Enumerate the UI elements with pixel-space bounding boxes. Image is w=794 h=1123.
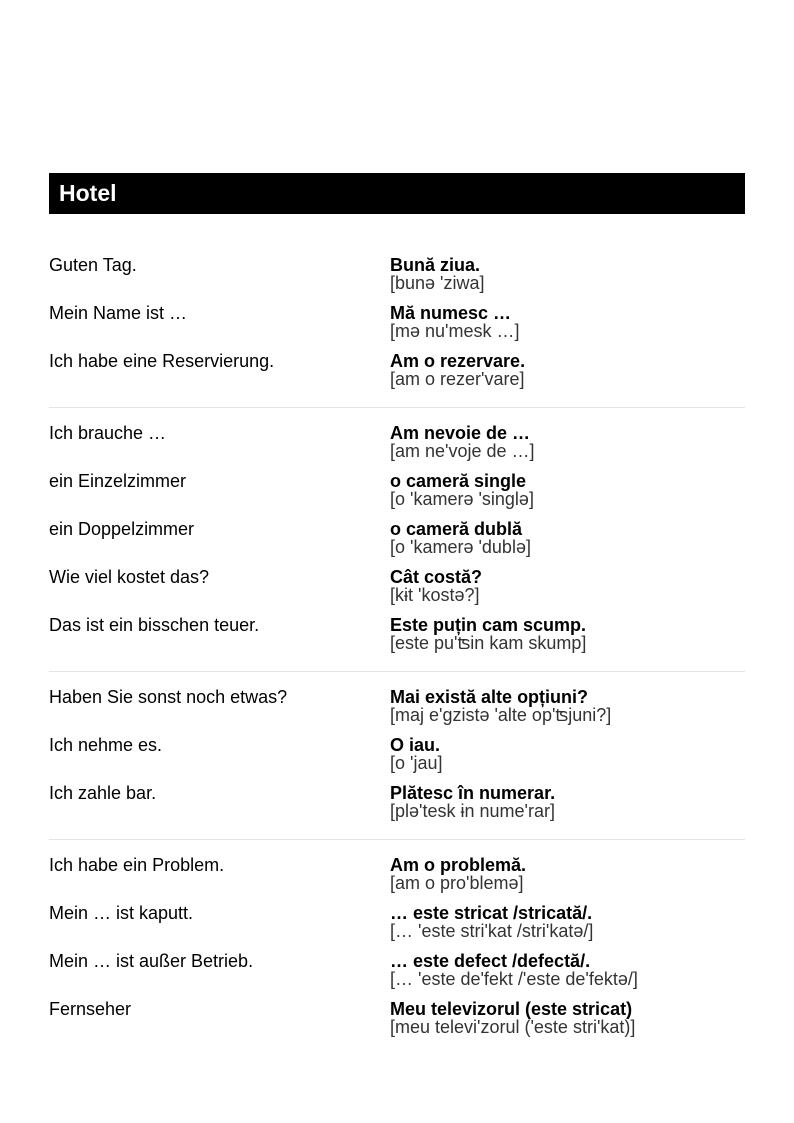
pronunciation: [este pu'ʦin kam skump] [390,633,587,653]
german-phrase: Ich brauche … [49,423,167,443]
phrase-group-greeting [49,255,745,399]
phrase-entry [49,519,745,567]
pronunciation: [plə'tesk ɨn nume'rar] [390,801,555,821]
romanian-phrase: Mă numesc … [390,303,512,323]
romanian-phrase: Meu televizorul (este stricat) [390,999,633,1019]
phrase-entry [49,855,745,903]
phrase-entry [49,567,745,615]
section-divider [49,407,745,408]
german-phrase: Guten Tag. [49,255,137,275]
romanian-phrase: Este puțin cam scump. [390,615,587,635]
section-divider [49,671,745,672]
pronunciation: [… 'este de'fekt /'este de'fektə/] [390,969,638,989]
romanian-phrase: Am o problemă. [390,855,527,875]
german-phrase: Mein Name ist … [49,303,188,323]
pronunciation: [am o pro'blemə] [390,873,524,893]
romanian-phrase: Cât costă? [390,567,483,587]
phrase-entry [49,951,745,999]
phrase-entry [49,423,745,471]
phrase-entry [49,351,745,399]
romanian-phrase: Am o rezervare. [390,351,526,371]
romanian-phrase: Am nevoie de … [390,423,531,443]
phrase-entry [49,999,745,1047]
pronunciation: [o 'kamerə 'singlə] [390,489,534,509]
romanian-phrase: Mai există alte opțiuni? [390,687,589,707]
romanian-phrase: Plătesc în numerar. [390,783,556,803]
pronunciation: [meu televi'zorul ('este stri'kat)] [390,1017,636,1037]
phrase-entry [49,471,745,519]
phrase-entry [49,903,745,951]
phrase-entry [49,615,745,663]
pronunciation: [kɨt 'kostə?] [390,585,480,605]
german-phrase: Haben Sie sonst noch etwas? [49,687,288,707]
pronunciation: [… 'este stri'kat /stri'katə/] [390,921,594,941]
pronunciation: [mə nu'mesk …] [390,321,520,341]
pronunciation: [o 'jau] [390,753,443,773]
phrase-group-problems [49,855,745,1047]
german-phrase: ein Einzelzimmer [49,471,187,491]
german-phrase: Ich nehme es. [49,735,163,755]
section-divider [49,839,745,840]
romanian-phrase: o cameră single [390,471,527,491]
romanian-phrase: … este stricat /stricată/. [390,903,593,923]
phrase-entry [49,303,745,351]
romanian-phrase: … este defect /defectă/. [390,951,591,971]
german-phrase: Fernseher [49,999,132,1019]
german-phrase: ein Doppelzimmer [49,519,195,539]
pronunciation: [bunə 'ziwa] [390,273,485,293]
phrase-entry [49,783,745,831]
pronunciation: [am ne'voje de …] [390,441,535,461]
phrase-group-rooms [49,423,745,663]
phrase-group-payment [49,687,745,831]
romanian-phrase: Bună ziua. [390,255,481,275]
romanian-phrase: O iau. [390,735,441,755]
german-phrase: Das ist ein bisschen teuer. [49,615,260,635]
german-phrase: Ich zahle bar. [49,783,157,803]
pronunciation: [maj e'gzistə 'alte op'ʦjuni?] [390,705,612,725]
phrase-entry [49,255,745,303]
section-header-bar [49,173,745,214]
phrase-entry [49,687,745,735]
section-title: Hotel [59,180,117,206]
german-phrase: Ich habe ein Problem. [49,855,225,875]
german-phrase: Ich habe eine Reservierung. [49,351,275,371]
phrase-entry [49,735,745,783]
pronunciation: [o 'kamerə 'dublə] [390,537,531,557]
romanian-phrase: o cameră dublă [390,519,523,539]
german-phrase: Mein … ist außer Betrieb. [49,951,254,971]
german-phrase: Wie viel kostet das? [49,567,210,587]
german-phrase: Mein … ist kaputt. [49,903,194,923]
pronunciation: [am o rezer'vare] [390,369,525,389]
